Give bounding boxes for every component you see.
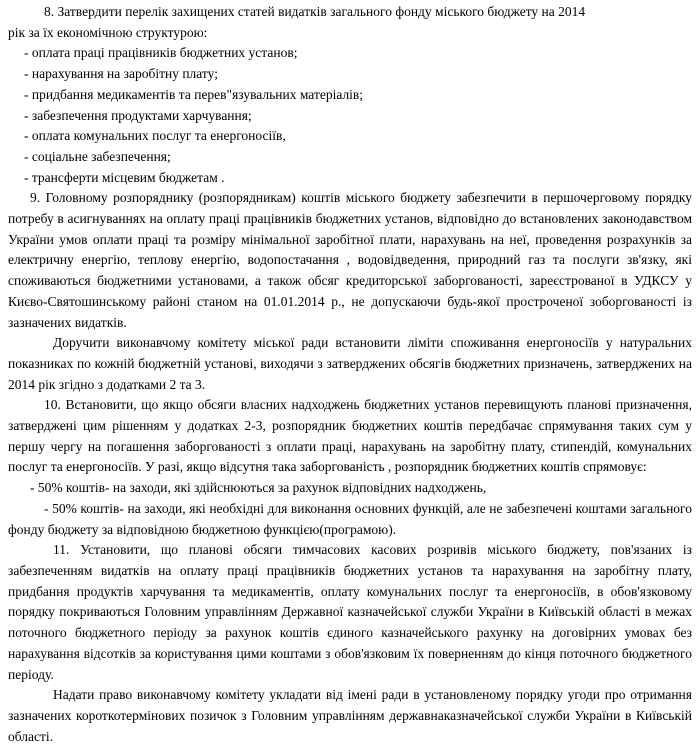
list-item: - оплата комунальних послуг та енергоносіїв,: [24, 128, 286, 144]
paragraph-item-11b: Надати право виконавчому комітету укладати від імені ради в установленому порядку угоди про отримання зазначених короткотермінових позичок з Головним управлінням державнаказначейської служби України в Київській області.: [8, 687, 692, 744]
list-item: - забезпечення продуктами харчування;: [24, 107, 252, 123]
list-item: - оплата праці працівників бюджетних установ;: [24, 45, 298, 61]
paragraph-item-11: 11. Установити, що планові обсяги тимчасових касових розривів міського бюджету, пов'язаних із забезпеченням видатків на оплату праці працівників бюджетних установ та нарахування на заробітну плату, придбання продуктів харчування та медикаментів, оплату комунальних послуг та енергоносіїв, в обов'язковому порядку покриваються Головним управлінням Державної казначейської служби України в Київській області в межах поточного бюджетного періоду за рахунок коштів єдиного казначейського рахунку на договірних умовах без нарахування відсотків за користування цими коштами з обов'язковим їх поверненням до кінця поточного бюджетного періоду.: [8, 542, 692, 682]
list-item: - нарахування на заробітну плату;: [24, 66, 218, 82]
paragraph-item-9: 9. Головному розпоряднику (розпорядникам) коштів міського бюджету забезпечити в першочерговому порядку потребу в асигнуваннях на оплату праці працівників бюджетних установ, відповідно до встановлених законодавством України умов оплати праці та розміру мінімальної заробітної плати, нарахувань на неї, проведення розрахунків за електричну енергію, теплову енергію, водопостачання , водовідведення, природний газ та послуги зв'язку, які споживаються бюджетними установами, а також обсяг кредиторської заборгованості, зареєстрованої в УДКСУ у Києво-Святошинському районі станом на 01.01.2014 р., не допускаючи будь-якої простроченої зоборгованості із зазначених видатків.: [8, 190, 692, 330]
section-item-8: [8, 2, 692, 188]
list-item: - соціальне забезпечення;: [24, 148, 171, 164]
paragraph-item-10-sub2: - 50% коштів- на заходи, які необхідні для виконання основних функцій, але не забезпечені коштами загального фонду бюджету за відповідною бюджетною функцією(програмою).: [8, 500, 692, 537]
item-8-intro-line2: рік за їх економічною структурою:: [8, 24, 208, 40]
item-8-intro-line1: 8. Затвердити перелік захищених статей видатків загального фонду міського бюджету на 2014: [44, 4, 586, 19]
paragraph-item-9b: Доручити виконавчому комітету міської ради встановити ліміти споживання енергоносіїв у натуральних показниках по кожній бюджетній установі, виходячи з затверджених обсягів бюджетних призначень, затверджених на 2014 рік згідно з додатками 2 та 3.: [8, 335, 692, 392]
paragraph-item-10-sub1: - 50% коштів- на заходи, які здійснюються за рахунок відповідних надходжень,: [30, 480, 487, 496]
list-item: - трансферти місцевим бюджетам .: [24, 169, 225, 185]
protected-expenses-list: [8, 43, 692, 188]
list-item: - придбання медикаментів та перев"язувальних матеріалів;: [24, 86, 364, 102]
paragraph-item-10: 10. Встановити, що якщо обсяги власних надходжень бюджетних установ перевищують планові призначення, затверджені цим рішенням у додатках 2-3, розпорядник бюджетних коштів передбачає спрямування таких сум у першу чергу на погашення заборгованості з оплати праці, нарахувань на заробітну плату, стипендій, комунальних послуг та енергоносіїв. У разі, якщо відсутня така заборгованість , розпорядник бюджетних коштів спрямовує:: [8, 397, 692, 475]
